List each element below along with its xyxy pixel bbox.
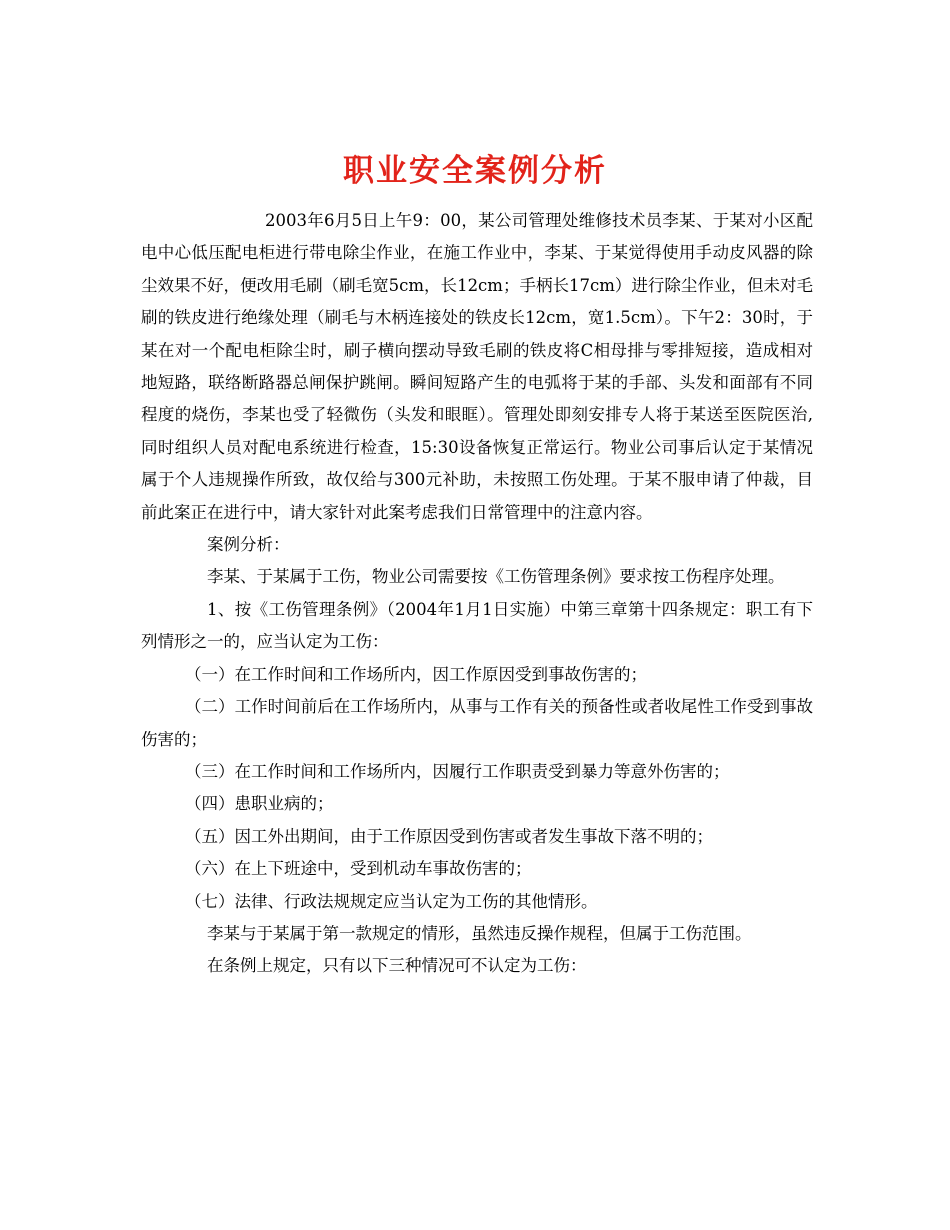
document-body bbox=[141, 205, 813, 983]
list-item: （五）因工外出期间，由于工作原因受到伤害或者发生事故下落不明的； bbox=[185, 826, 713, 846]
list-item: （七）法律、行政法规规定应当认定为工伤的其他情形。 bbox=[185, 891, 598, 911]
case-analysis-heading: 案例分析： bbox=[207, 535, 290, 555]
list-item: （四）患职业病的； bbox=[185, 794, 334, 814]
document-title: 职业安全案例分析 bbox=[343, 152, 607, 189]
list-item: （三）在工作时间和工作场所内，因履行工作职责受到暴力等意外伤害的； bbox=[185, 761, 730, 781]
list-item: （一）在工作时间和工作场所内，因工作原因受到事故伤害的； bbox=[185, 664, 647, 684]
regulation-clause-paragraph: 1、按《工伤管理条例》（2004年1月1日实施）中第三章第十四条规定：职工有下列情形之一的，应当认定为工伤： bbox=[141, 599, 813, 652]
analysis-conclusion-paragraph: 李某、于某属于工伤，物业公司需要按《工伤管理条例》要求按工伤程序处理。 bbox=[207, 567, 785, 587]
applicability-paragraph: 李某与于某属于第一款规定的情形，虽然违反操作规程，但属于工伤范围。 bbox=[207, 923, 752, 943]
case-description-paragraph: 2003年6月5日上午9：00，某公司管理处维修技术员李某、于某对小区配电中心低压配电柜进行带电除尘作业，在施工作业中，李某、于某觉得使用手动皮风器的除尘效果不好，便改用毛刷（刷毛宽5cm，长12cm；手柄长17cm）进行除尘作业，但未对毛刷的铁皮进行绝缘处理（刷毛与木柄连接处的铁皮长12cm，宽1.5cm）。下午2：30时，于某在对一个配电柜除尘时，刷子横向摆动导致毛刷的铁皮将C相母排与零排短接，造成相对地短路，联络断路器总闸保护跳闸。瞬间短路产生的电弧将于某的手部、头发和面部有不同程度的烧伤，李某也受了轻微伤（头发和眼眶）。管理处即刻安排专人将于某送至医院医治,同时组织人员对配电系统进行检查，15:30设备恢复正常运行。物业公司事后认定于某情况属于个人违规操作所致，故仅给与300元补助，未按照工伤处理。于某不服申请了仲裁，目前此案正在进行中，请大家针对此案考虑我们日常管理中的注意内容。 bbox=[141, 211, 813, 522]
list-item: （六）在上下班途中，受到机动车事故伤害的； bbox=[185, 859, 532, 879]
list-item: （二）工作时间前后在工作场所内，从事与工作有关的预备性或者收尾性工作受到事故伤害的； bbox=[141, 697, 813, 749]
exception-intro-paragraph: 在条例上规定，只有以下三种情况可不认定为工伤： bbox=[207, 956, 587, 976]
